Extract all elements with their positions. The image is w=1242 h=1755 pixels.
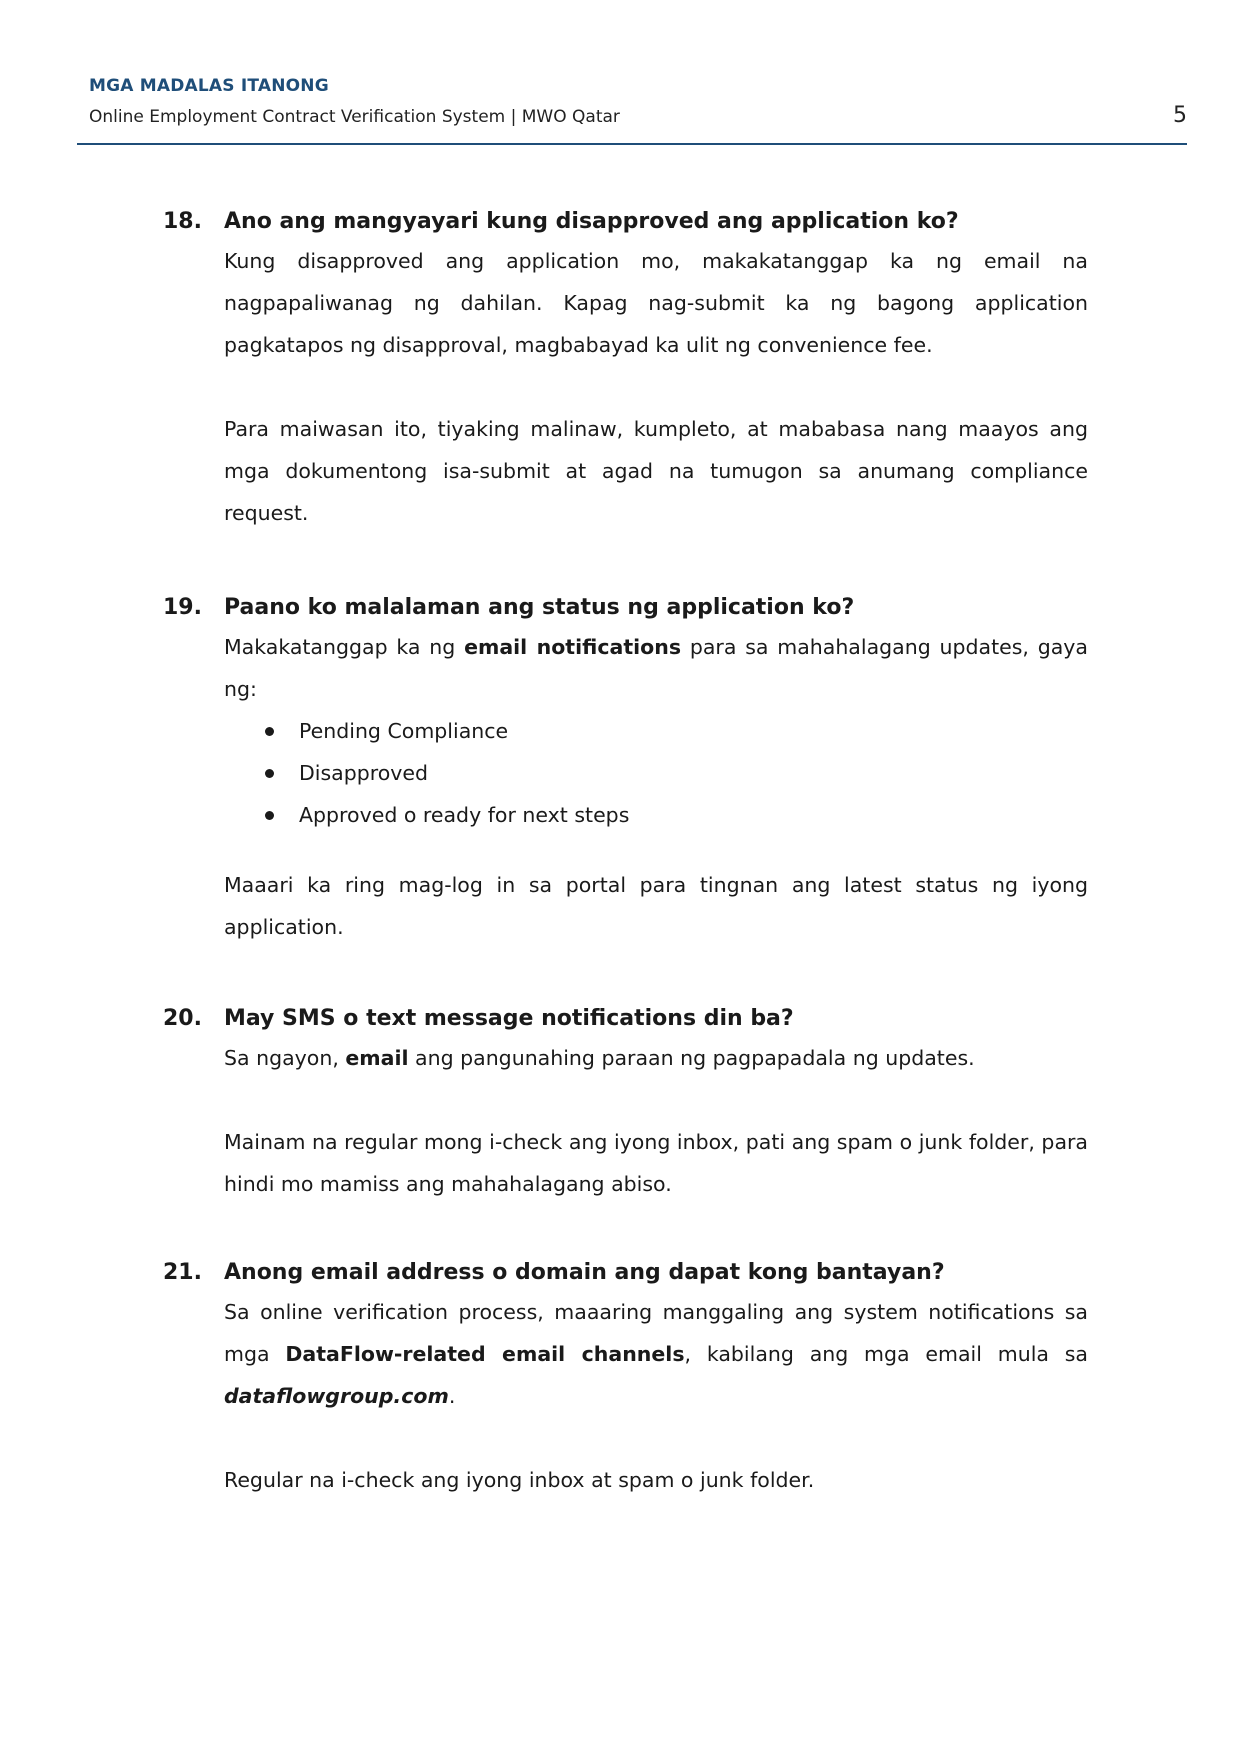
document-title: MGA MADALAS ITANONG [89, 76, 329, 96]
question-text: Paano ko malalaman ang status ng application ko? [224, 595, 855, 620]
list-item [224, 710, 1088, 752]
domain-text: dataflowgroup.com [224, 1384, 449, 1408]
page-number: 5 [1173, 103, 1187, 128]
list-item-text: Pending Compliance [299, 719, 509, 743]
answer-paragraph: Mainam na regular mong i-check ang iyong inbox, pati ang spam o junk folder, para hindi mo mamiss ang mahahalagang abiso. [224, 1130, 1088, 1196]
answer-paragraph: Kung disapproved ang application mo, makakatanggap ka ng email na nagpapaliwanag ng dahilan. Kapag nag-submit ka ng bagong application pagkatapos ng disapproval, magbabayad ka ulit ng convenience fee. [224, 249, 1088, 357]
list-item [224, 752, 1088, 794]
answer-paragraph: Regular na i-check ang iyong inbox at spam o junk folder. [224, 1468, 815, 1492]
question-text: Anong email address o domain ang dapat kong bantayan? [224, 1260, 945, 1285]
text-run: Makakatanggap ka ng [224, 635, 465, 659]
faq-item-19 [163, 590, 1088, 948]
answer-paragraph [224, 1037, 1088, 1079]
list-item-text: Disapproved [299, 761, 429, 785]
bullet-icon [265, 727, 274, 736]
bullet-icon [265, 811, 274, 820]
answer [224, 1291, 1088, 1501]
answer-paragraph [224, 626, 1088, 710]
question-number: 18. [163, 209, 202, 234]
answer-paragraph: Maaari ka ring mag-log in sa portal para tingnan ang latest status ng iyong application. [224, 873, 1088, 939]
question-text: Ano ang mangyayari kung disapproved ang application ko? [224, 209, 959, 234]
answer [224, 626, 1088, 948]
bold-text: email [345, 1046, 409, 1070]
document-subtitle: Online Employment Contract Verification System | MWO Qatar [89, 107, 620, 127]
text-run: Sa ngayon, [224, 1046, 346, 1070]
text-run: ang pangunahing paraan ng pagpapadala ng updates. [408, 1046, 975, 1070]
list-item-text: Approved o ready for next steps [299, 803, 630, 827]
bullet-icon [265, 769, 274, 778]
text-run: Sa online verification process, maaaring manggaling ang system notifications sa mga [224, 1300, 1088, 1366]
faq-item-18 [163, 204, 1088, 534]
list-item [224, 794, 1088, 836]
question-number: 20. [163, 1006, 202, 1031]
faq-item-20 [163, 1001, 1088, 1205]
question-text: May SMS o text message notifications din ba? [224, 1006, 794, 1031]
text-run: para sa mahahalagang updates, gaya ng: [224, 635, 1088, 701]
faq-item-21 [163, 1255, 1088, 1501]
question-number: 21. [163, 1260, 202, 1285]
bold-text: email notifications [464, 635, 682, 659]
answer [224, 240, 1088, 534]
text-run: . [448, 1384, 456, 1408]
text-run: , kabilang ang mga email mula sa [684, 1342, 1088, 1366]
page-header [89, 76, 1187, 128]
header-divider [77, 143, 1187, 145]
question-number: 19. [163, 595, 202, 620]
answer [224, 1037, 1088, 1205]
bullet-list [224, 710, 1088, 836]
bold-text: DataFlow-related email channels [285, 1342, 685, 1366]
answer-paragraph [224, 1291, 1088, 1417]
answer-paragraph: Para maiwasan ito, tiyaking malinaw, kumpleto, at mababasa nang maayos ang mga dokumentong isa-submit at agad na tumugon sa anumang compliance request. [224, 417, 1088, 525]
